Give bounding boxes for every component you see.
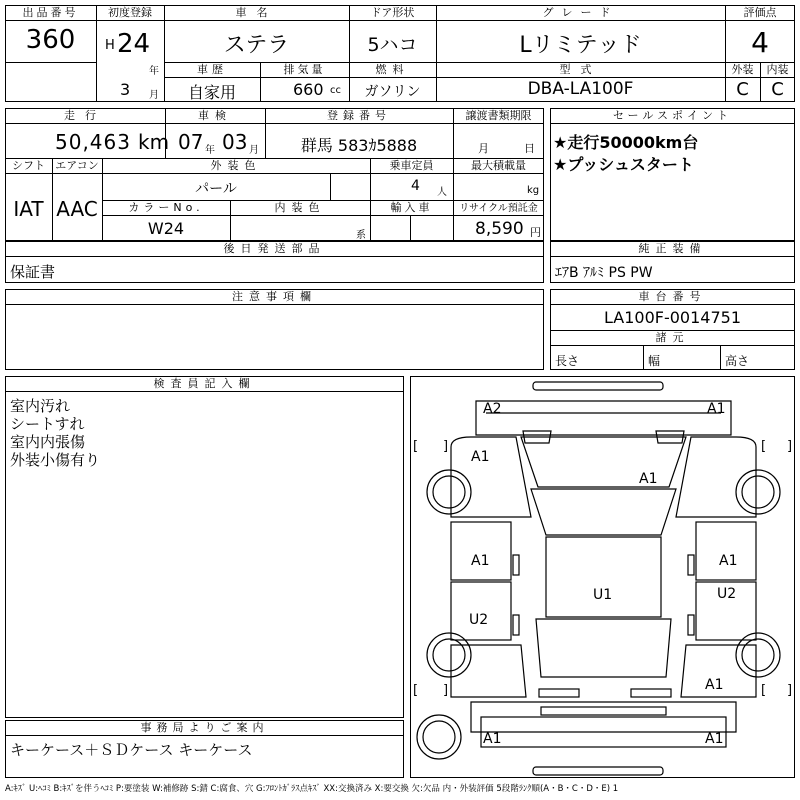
model-label: 型式 bbox=[559, 63, 602, 76]
damage-mark: U2 bbox=[469, 612, 489, 628]
plate-label: 登録番号 bbox=[327, 109, 391, 122]
fuel: ガソリン bbox=[364, 84, 421, 100]
width-label: 幅 bbox=[648, 354, 661, 368]
transfer-month: 月 bbox=[478, 142, 489, 155]
inspect-year: 07 bbox=[178, 130, 204, 154]
inspector-label: 検査員記入欄 bbox=[153, 377, 256, 390]
month-unit: 月 bbox=[149, 90, 159, 101]
displacement: 660 bbox=[293, 80, 324, 99]
length-label: 長さ bbox=[555, 354, 580, 368]
lot-number: 360 bbox=[25, 25, 76, 55]
door-type: 5ハコ bbox=[367, 34, 418, 56]
first-reg-label: 初度登録 bbox=[108, 6, 152, 19]
plate-number: 群馬 583ｶ5888 bbox=[300, 136, 418, 155]
inspect-month: 03 bbox=[222, 130, 248, 154]
damage-mark: A1 bbox=[483, 731, 502, 747]
shift-label: シフト bbox=[12, 159, 45, 172]
spec-block bbox=[5, 108, 544, 241]
bracket-mark: [ bbox=[761, 683, 767, 698]
load-unit: kg bbox=[527, 185, 540, 196]
recycle-amount: 8,590 bbox=[475, 219, 524, 239]
damage-mark: A1 bbox=[639, 471, 658, 487]
office-text: キーケース＋ＳＤケース キーケース bbox=[10, 741, 253, 759]
bracket-mark: ] bbox=[443, 439, 449, 454]
inspect-label: 車検 bbox=[198, 109, 232, 122]
chassis-number: LA100F-0014751 bbox=[604, 308, 741, 327]
shift: IAT bbox=[13, 197, 44, 221]
bracket-mark: [ bbox=[413, 439, 419, 454]
door-label: ドア形状 bbox=[370, 6, 415, 19]
bracket-mark: ] bbox=[787, 439, 793, 454]
grade: Lリミテッド bbox=[519, 33, 642, 58]
intcolor-label: 内装色 bbox=[274, 201, 326, 214]
inspector-line: シートすれ bbox=[10, 415, 85, 433]
transfer-label: 譲渡書類期限 bbox=[465, 109, 532, 122]
disp-unit: cc bbox=[330, 85, 341, 96]
int-label: 内装 bbox=[766, 63, 789, 76]
inspector-line: 室内汚れ bbox=[10, 397, 71, 415]
notes-label: 注意事項欄 bbox=[232, 290, 317, 303]
later-parts: 保証書 bbox=[10, 263, 56, 281]
sales-point-2: ★プッシュスタート bbox=[553, 155, 694, 174]
recycle-unit: 円 bbox=[530, 226, 541, 239]
damage-mark: A1 bbox=[719, 553, 738, 569]
equip-label: 純正装備 bbox=[638, 242, 707, 255]
damage-mark: U2 bbox=[717, 586, 737, 602]
transfer-day: 日 bbox=[524, 142, 535, 155]
mileage: 50,463 bbox=[55, 130, 131, 154]
sales-point-1: ★走行50000km台 bbox=[553, 133, 699, 152]
later-label: 後日発送部品 bbox=[223, 242, 326, 255]
model: DBA-LA100F bbox=[527, 79, 634, 99]
history: 自家用 bbox=[187, 83, 236, 102]
damage-mark: A1 bbox=[705, 731, 724, 747]
inspect-month-unit: 月 bbox=[249, 145, 259, 156]
bracket-mark: [ bbox=[761, 439, 767, 454]
seats: 4 bbox=[411, 178, 420, 194]
inspector-line: 室内内張傷 bbox=[10, 433, 86, 451]
history-label: 車歴 bbox=[197, 63, 227, 76]
ext-grade: C bbox=[736, 79, 749, 100]
ac-label: エアコン bbox=[55, 159, 99, 172]
name-label: 車名 bbox=[235, 6, 278, 19]
mileage-unit: km bbox=[138, 130, 170, 154]
bracket-mark: ] bbox=[443, 683, 449, 698]
damage-diagram bbox=[410, 376, 795, 778]
height-label: 高さ bbox=[725, 354, 750, 368]
legend: A:ｷｽﾞ U:ﾍｺﾐ B:ｷｽﾞを伴うﾍｺﾐ P:要塗装 W:補修跡 S:錆 C:腐食、穴 G:ﾌﾛﾝﾄｶﾞﾗｽ点ｷｽﾞ XX:交換済み X:要交換 欠:欠品 内・外装評価 5段階ﾗﾝｸ順(A・B・C・D・E) 1 bbox=[5, 784, 619, 794]
office-label: 事務局よりご案内 bbox=[140, 721, 269, 734]
bracket-mark: [ bbox=[413, 683, 419, 698]
seats-label: 乗車定員 bbox=[389, 159, 434, 172]
car-name: ステラ bbox=[223, 33, 290, 58]
mileage-label: 走行 bbox=[64, 109, 106, 122]
grade-label: グレード bbox=[542, 6, 619, 19]
score: 4 bbox=[751, 26, 769, 59]
colorno-label: カラーNo. bbox=[128, 201, 204, 214]
damage-mark: A2 bbox=[483, 401, 502, 417]
reg-year: 24 bbox=[117, 29, 151, 59]
intcolor-unit: 系 bbox=[356, 230, 366, 241]
color-label: 外装色 bbox=[210, 159, 262, 172]
score-label: 評価点 bbox=[743, 6, 777, 19]
damage-mark: A1 bbox=[471, 449, 490, 465]
damage-mark: A1 bbox=[707, 401, 726, 417]
body-color: パール bbox=[195, 181, 237, 197]
seats-unit: 人 bbox=[437, 187, 447, 198]
aircon: AAC bbox=[56, 197, 98, 221]
year-unit: 年 bbox=[149, 66, 159, 77]
era: H bbox=[105, 38, 115, 53]
sales-label: セールスポイント bbox=[612, 109, 732, 122]
equipment: ｴｱB ｱﾙﾐ PS PW bbox=[555, 265, 653, 281]
inspector-line: 外装小傷有り bbox=[10, 451, 101, 469]
fuel-label: 燃料 bbox=[375, 63, 410, 76]
ext-label: 外装 bbox=[731, 63, 754, 76]
inspect-year-unit: 年 bbox=[205, 145, 215, 156]
chassis-label: 車台番号 bbox=[638, 290, 707, 303]
lot-label: 出品番号 bbox=[22, 6, 79, 19]
import-label: 輸入車 bbox=[390, 201, 433, 214]
color-number: W24 bbox=[147, 219, 185, 238]
damage-mark: U1 bbox=[593, 587, 613, 603]
damage-mark: A1 bbox=[705, 677, 724, 693]
int-grade: C bbox=[771, 79, 784, 100]
load-label: 最大積載量 bbox=[471, 159, 526, 172]
dims-label: 諸元 bbox=[655, 331, 690, 344]
damage-mark: A1 bbox=[471, 553, 490, 569]
bracket-mark: ] bbox=[787, 683, 793, 698]
reg-month: 3 bbox=[120, 80, 131, 99]
disp-label: 排気量 bbox=[283, 63, 326, 76]
recycle-label: リサイクル預託金 bbox=[459, 203, 538, 214]
